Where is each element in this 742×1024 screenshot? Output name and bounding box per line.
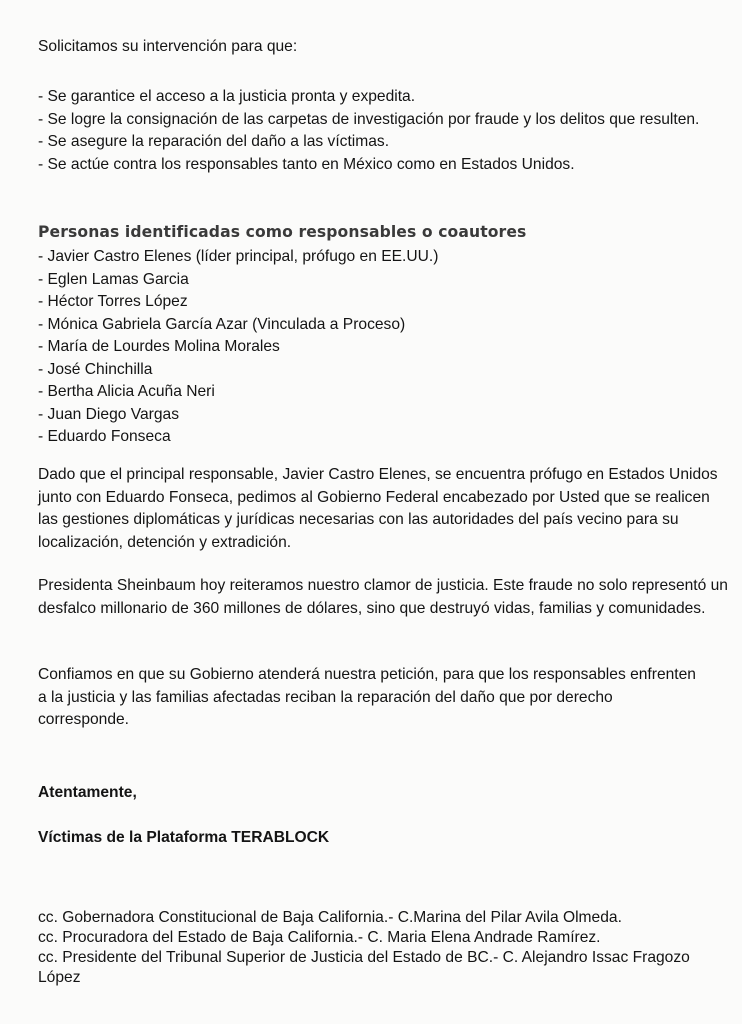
persons-list: [38, 246, 728, 449]
signature-line: Víctimas de la Plataforma TERABLOCK: [38, 829, 330, 846]
trust-paragraph: Confiamos en que su Gobierno atenderá nuestra petición, para que los responsables enfrenten a la justicia y las familias afectadas reciban la reparación del daño que por derecho corresponde.: [38, 666, 696, 728]
request-item: - Se asegure la reparación del daño a las víctimas.: [38, 133, 390, 150]
person-item: - Mónica Gabriela García Azar (Vinculada a Proceso): [38, 315, 406, 333]
person-item: - Bertha Alicia Acuña Neri: [38, 383, 215, 400]
person-item: - Eglen Lamas Garcia: [38, 270, 189, 288]
cc-item: cc. Gobernadora Constitucional de Baja California.- C.Marina del Pilar Avila Olmeda.: [38, 909, 622, 926]
person-item: - Javier Castro Elenes (líder principal, prófugo en EE.UU.): [38, 248, 439, 265]
extradition-paragraph: Dado que el principal responsable, Javier Castro Elenes, se encuentra prófugo en Estados Unidos junto con Eduardo Fonseca, pedimos al Gobierno Federal encabezado por Usted que se realicen las gestiones diplomáticas y jurídicas necesarias con las autoridades del país vecino para su localización, detención y extradición.: [38, 466, 718, 551]
person-item: - Juan Diego Vargas: [38, 405, 179, 423]
person-item: - Eduardo Fonseca: [38, 428, 171, 445]
person-item: - Héctor Torres López: [38, 293, 188, 310]
person-item: - José Chinchilla: [38, 360, 153, 378]
cc-item: cc. Procuradora del Estado de Baja California.- C. Maria Elena Andrade Ramírez.: [38, 929, 601, 946]
persons-heading: Personas identificadas como responsables o coautores: [38, 223, 527, 241]
cc-item: cc. Presidente del Tribunal Superior de Justicia del Estado de BC.- C. Alejandro Issac Fragozo López: [38, 949, 690, 986]
justice-paragraph: Presidenta Sheinbaum hoy reiteramos nuestro clamor de justicia. Este fraude no solo representó un desfalco millonario de 360 millones de dólares, sino que destruyó vidas, familias y comunidades.: [38, 577, 728, 617]
person-item: - María de Lourdes Molina Morales: [38, 338, 280, 355]
request-item: - Se garantice el acceso a la justicia pronta y expedita.: [38, 88, 416, 105]
requests-list: [38, 86, 728, 176]
request-item: - Se logre la consignación de las carpetas de investigación por fraude y los delitos que resulten.: [38, 110, 700, 128]
intro-line: Solicitamos su intervención para que:: [38, 38, 298, 55]
cc-list: [38, 908, 718, 988]
closing-line: Atentamente,: [38, 784, 137, 801]
request-item: - Se actúe contra los responsables tanto en México como en Estados Unidos.: [38, 155, 575, 173]
